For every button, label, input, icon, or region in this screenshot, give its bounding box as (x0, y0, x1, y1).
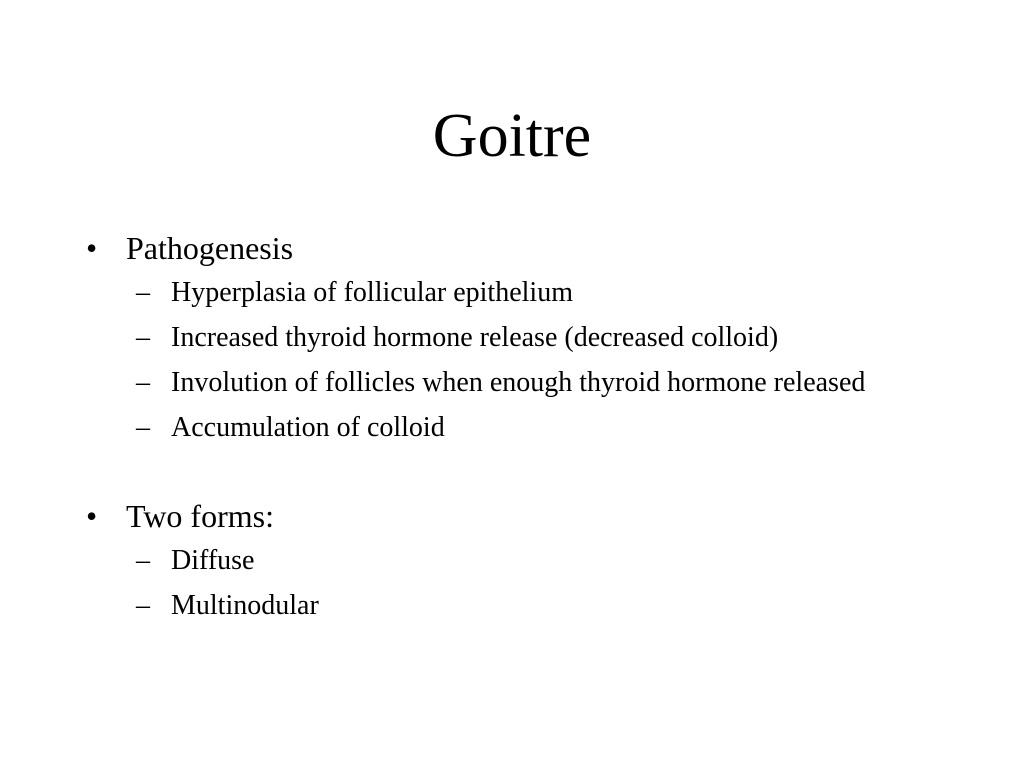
bullet-marker: • (86, 498, 98, 534)
dash-marker: – (136, 545, 150, 576)
bullet-text: Pathogenesis (126, 230, 294, 266)
dash-marker: – (136, 277, 150, 308)
sub-item-text: Hyperplasia of follicular epithelium (171, 277, 573, 308)
dash-marker: – (136, 367, 150, 398)
sub-item-text: Increased thyroid hormone release (decreased colloid) (171, 322, 779, 353)
pathogenesis-sub-list (86, 274, 966, 446)
sub-item-text: Involution of follicles when enough thyroid hormone released (171, 367, 866, 398)
two-forms-sub-list (86, 542, 966, 624)
bullet-two-forms (86, 494, 966, 538)
sub-item (86, 409, 966, 446)
bullet-marker: • (86, 230, 98, 266)
sub-item (86, 319, 966, 356)
sub-item (86, 274, 966, 311)
sub-item-text: Diffuse (171, 545, 255, 576)
sub-item-text: Accumulation of colloid (171, 412, 445, 443)
sub-item-text: Multinodular (171, 590, 319, 621)
dash-marker: – (136, 412, 150, 443)
sub-item (86, 542, 966, 579)
slide-title: Goitre (432, 102, 592, 170)
slide-content (86, 226, 966, 632)
sub-item (86, 364, 966, 401)
bullet-pathogenesis (86, 226, 966, 270)
spacer (86, 454, 966, 494)
dash-marker: – (136, 322, 150, 353)
bullet-text: Two forms: (126, 498, 274, 534)
sub-item (86, 587, 966, 624)
dash-marker: – (136, 590, 150, 621)
